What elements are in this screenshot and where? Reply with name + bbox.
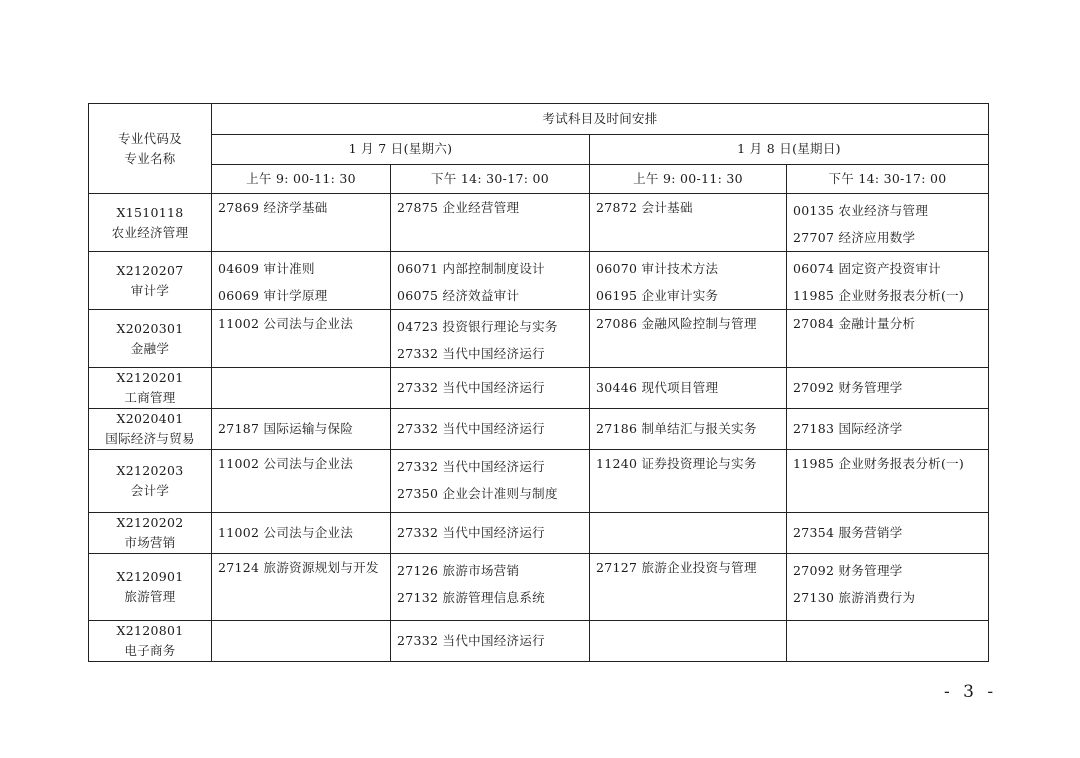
subject-cell — [590, 252, 787, 310]
subject-item: 27354 服务营销学 — [793, 525, 903, 540]
major-code: X2120901 — [116, 569, 184, 584]
subject-cell — [787, 368, 989, 409]
subject-item: 06069 审计学原理 — [218, 288, 328, 303]
table-row — [89, 513, 989, 554]
slot-header: 上午 9: 00-11: 30 — [212, 165, 391, 194]
subject-item: 06195 企业审计实务 — [596, 288, 719, 303]
subject-cell — [590, 368, 787, 409]
subject-cell — [787, 194, 989, 252]
subject-cell — [212, 194, 391, 252]
table-row — [89, 194, 989, 252]
major-code: X2120202 — [116, 515, 184, 530]
day2-header: 1 月 8 日(星期日) — [590, 135, 989, 165]
major-code: X2120801 — [116, 623, 184, 638]
major-cell — [89, 450, 212, 513]
subject-item: 27092 财务管理学 — [793, 380, 903, 395]
subject-cell — [590, 554, 787, 621]
table-row — [89, 368, 989, 409]
major-cell — [89, 194, 212, 252]
major-code: X2120201 — [116, 370, 184, 385]
subject-item: 27084 金融计量分析 — [793, 316, 916, 331]
major-code: X2020401 — [116, 411, 184, 426]
major-cell — [89, 513, 212, 554]
subject-cell — [391, 450, 590, 513]
subject-cell — [787, 554, 989, 621]
subject-cell — [212, 368, 391, 409]
subject-cell — [391, 513, 590, 554]
subject-item: 27332 当代中国经济运行 — [397, 525, 545, 540]
page-number: - 3 - — [944, 682, 998, 702]
subject-item: 27124 旅游资源规划与开发 — [218, 560, 379, 575]
subject-item: 04609 审计准则 — [218, 261, 315, 276]
major-name: 旅游管理 — [124, 589, 176, 604]
major-header — [89, 104, 212, 194]
major-header-line1: 专业代码及 — [117, 130, 182, 146]
subject-item: 11002 公司法与企业法 — [218, 456, 354, 471]
day1-header: 1 月 7 日(星期六) — [212, 135, 590, 165]
subject-item: 11240 证券投资理论与实务 — [596, 456, 757, 471]
major-code: X2120203 — [116, 463, 184, 478]
major-name: 金融学 — [130, 340, 170, 356]
subject-cell — [590, 513, 787, 554]
major-cell — [89, 409, 212, 450]
subject-item: 27869 经济学基础 — [218, 200, 328, 215]
major-header-line2: 专业名称 — [124, 150, 176, 166]
major-name: 会计学 — [130, 483, 170, 498]
subject-cell — [391, 409, 590, 450]
subject-item: 04723 投资银行理论与实务 — [397, 319, 558, 334]
subject-item: 11985 企业财务报表分析(一) — [793, 456, 965, 471]
major-code: X2120207 — [116, 262, 184, 278]
subject-item: 27875 企业经营管理 — [397, 200, 520, 215]
subject-item: 27092 财务管理学 — [793, 563, 903, 578]
major-cell — [89, 368, 212, 409]
table-row — [89, 252, 989, 310]
subject-item: 27707 经济应用数学 — [793, 230, 916, 245]
table-row — [89, 554, 989, 621]
subject-item: 00135 农业经济与管理 — [793, 203, 929, 218]
major-cell — [89, 252, 212, 310]
subject-item: 27332 当代中国经济运行 — [397, 380, 545, 395]
subject-item: 27332 当代中国经济运行 — [397, 346, 545, 361]
subject-cell — [787, 450, 989, 513]
major-name: 国际经济与贸易 — [105, 431, 195, 446]
major-cell — [89, 554, 212, 621]
subject-cell — [212, 310, 391, 368]
subject-item: 11985 企业财务报表分析(一) — [793, 288, 965, 303]
major-name: 审计学 — [130, 282, 170, 298]
subject-cell — [212, 513, 391, 554]
subject-item: 27872 会计基础 — [596, 200, 693, 215]
subject-cell — [787, 252, 989, 310]
subject-cell — [590, 450, 787, 513]
subject-cell — [787, 310, 989, 368]
subject-item: 06074 固定资产投资审计 — [793, 261, 941, 276]
major-name: 市场营销 — [124, 535, 176, 550]
schedule-body — [89, 194, 989, 662]
major-cell — [89, 310, 212, 368]
major-name: 工商管理 — [124, 390, 176, 405]
subject-cell — [212, 621, 391, 662]
subject-cell — [787, 513, 989, 554]
subject-cell — [391, 310, 590, 368]
subject-item: 27186 制单结汇与报关实务 — [596, 421, 757, 436]
slot-header: 下午 14: 30-17: 00 — [391, 165, 590, 194]
subject-item: 06070 审计技术方法 — [596, 261, 719, 276]
subject-item: 27183 国际经济学 — [793, 421, 903, 436]
subject-item: 27127 旅游企业投资与管理 — [596, 560, 757, 575]
subject-cell — [787, 409, 989, 450]
subject-item: 27332 当代中国经济运行 — [397, 633, 545, 648]
exam-schedule-table — [88, 103, 989, 662]
subject-cell — [391, 194, 590, 252]
table-row — [89, 409, 989, 450]
subject-item: 06075 经济效益审计 — [397, 288, 520, 303]
major-cell — [89, 621, 212, 662]
subject-cell — [212, 450, 391, 513]
subject-cell — [212, 554, 391, 621]
major-code: X1510118 — [116, 204, 184, 220]
subject-item: 27332 当代中国经济运行 — [397, 421, 545, 436]
major-name: 电子商务 — [124, 643, 176, 658]
subject-item: 27132 旅游管理信息系统 — [397, 590, 545, 605]
subject-item: 11002 公司法与企业法 — [218, 316, 354, 331]
subject-item: 30446 现代项目管理 — [596, 380, 719, 395]
subject-item: 27350 企业会计准则与制度 — [397, 486, 558, 501]
subject-cell — [590, 409, 787, 450]
subject-cell — [391, 621, 590, 662]
subject-cell — [590, 310, 787, 368]
subject-cell — [590, 194, 787, 252]
subject-cell — [391, 554, 590, 621]
table-row — [89, 621, 989, 662]
slot-header: 上午 9: 00-11: 30 — [590, 165, 787, 194]
subject-cell — [590, 621, 787, 662]
group-title: 考试科目及时间安排 — [212, 104, 989, 135]
subject-item: 27332 当代中国经济运行 — [397, 459, 545, 474]
slot-header: 下午 14: 30-17: 00 — [787, 165, 989, 194]
major-code: X2020301 — [116, 320, 184, 336]
table-row — [89, 310, 989, 368]
subject-item: 06071 内部控制制度设计 — [397, 261, 545, 276]
subject-item: 11002 公司法与企业法 — [218, 525, 354, 540]
subject-item: 27130 旅游消费行为 — [793, 590, 916, 605]
subject-cell — [212, 252, 391, 310]
subject-cell — [212, 409, 391, 450]
subject-cell — [787, 621, 989, 662]
subject-cell — [391, 252, 590, 310]
subject-item: 27187 国际运输与保险 — [218, 421, 354, 436]
major-name: 农业经济管理 — [111, 224, 189, 240]
subject-item: 27126 旅游市场营销 — [397, 563, 520, 578]
subject-cell — [391, 368, 590, 409]
subject-item: 27086 金融风险控制与管理 — [596, 316, 757, 331]
table-row — [89, 450, 989, 513]
